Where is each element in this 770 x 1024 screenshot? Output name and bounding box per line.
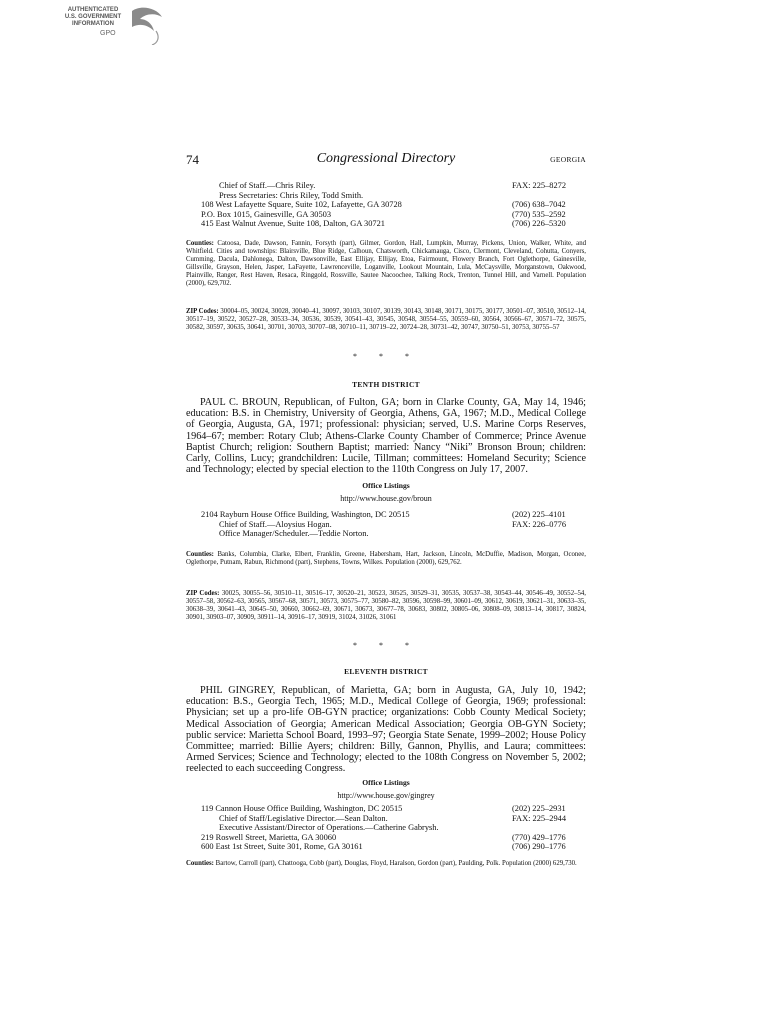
state-label: GEORGIA <box>550 155 586 164</box>
office-address: 415 East Walnut Avenue, Suite 108, Dalton, GA 30721 <box>201 219 385 229</box>
counties-text: Catoosa, Dade, Dawson, Fannin, Forsyth (part), Gilmer, Gordon, Hall, Lumpkin, Murray, Pickens, Union, Walker, White, and Whitfield. Cities and townships: Blairsville, Blue Ridge, Calhoun, Chatsworth, Chickamauga, Cisco, Clermont, Cleveland, Cohutta, Conyers, Cumming, Dacula, Dahlonega, Dalton, Dawsonville, East Ellijay, Ellijay, Etoa, Fairmount, Flowery Branch, Fort Oglethorpe, Gainesville, Gillsville, Grayson, Helen, Jasper, LaFayette, Lawrenceville, Loganville, Lookout Mountain, Lula, McCaysville, Morganstown, Oakwood, Plainville, Ranger, Rest Haven, Resaca, Ringgold, Rossville, Sautee Nacoochee, Talking Rock, Trenton, Tunnel Hill, and Varnell. Population (2000), 629,702. <box>186 240 586 288</box>
press-secretaries: Press Secretaries: Chris Riley, Todd Smith. <box>219 190 364 200</box>
eleventh-district-offices <box>186 804 586 852</box>
office-address: P.O. Box 1015, Gainesville, GA 30503 <box>201 209 332 219</box>
office-phone: (770) 429–1776 <box>512 832 566 842</box>
ninth-district-staff <box>186 181 586 229</box>
counties-text: Banks, Columbia, Clarke, Elbert, Franklin, Greene, Habersham, Hart, Jackson, Lincoln, McDuffie, Madison, Morgan, Oconee, Oglethorpe, Putnam, Rabun, Richmond (part), Stephens, Towns, Wilkes. Population (2000), 629,762. <box>186 551 586 567</box>
member-website-link[interactable]: http://www.house.gov/broun <box>340 494 432 503</box>
office-phone: (202) 225–2931 <box>512 804 566 813</box>
district-heading: ELEVENTH DISTRICT <box>344 667 428 676</box>
office-address: 2104 Rayburn House Office Building, Washington, DC 20515 <box>201 510 410 519</box>
chief-of-staff: Chief of Staff.—Aloysius Hogan. <box>219 519 332 529</box>
office-manager: Office Manager/Scheduler.—Teddie Norton. <box>219 529 369 539</box>
zip-label: ZIP Codes: <box>186 590 220 597</box>
counties-label: Counties: <box>186 551 214 558</box>
district-heading: TENTH DISTRICT <box>352 380 420 389</box>
executive-assistant: Executive Assistant/Director of Operations.—Catherine Gabrysh. <box>219 823 439 833</box>
ninth-counties <box>186 240 586 289</box>
office-phone: (706) 638–7042 <box>512 200 566 210</box>
member-website-link[interactable]: http://www.house.gov/gingrey <box>337 791 435 800</box>
office-phone: (202) 225–4101 <box>512 510 566 519</box>
eleventh-counties <box>186 860 586 868</box>
section-separator: * * * <box>353 352 419 361</box>
office-listings-heading: Office Listings <box>362 778 410 787</box>
office-address: 600 East 1st Street, Suite 301, Rome, GA 30161 <box>201 842 363 852</box>
tenth-district-offices <box>186 510 586 539</box>
office-phone: (706) 226–5320 <box>512 219 566 229</box>
chief-of-staff: Chief of Staff/Legislative Director.—Sean Dalton. <box>219 813 388 823</box>
section-separator: * * * <box>353 641 419 650</box>
fax: FAX: 225–8272 <box>512 181 567 190</box>
tenth-counties <box>186 551 586 567</box>
counties-label: Counties: <box>186 240 214 247</box>
counties-text: Bartow, Carroll (part), Chattooga, Cobb (part), Douglas, Floyd, Haralson, Gordon (part), Paulding, Polk. Population (2000) 629,730. <box>215 860 577 867</box>
seal-gpo-label: GPO <box>100 30 116 37</box>
zip-text: 30004–05, 30024, 30028, 30040–41, 30097, 30103, 30107, 30139, 30143, 30148, 30171, 30175, 30177, 30501–07, 30510, 30512–14, 30517–19, 30522, 30527–28, 30533–34, 30536, 30539, 30541–43, 30545, 30548, 30554–55, 30559–60, 30564, 30566–67, 30571–72, 30575, 30582, 30597, 30635, 30641, 30701, 30703, 30707–08, 30710–11, 30719–22, 30724–28, 30731–42, 30747, 30750–51, 30753, 30755–57 <box>186 308 586 332</box>
zip-label: ZIP Codes: <box>186 308 219 315</box>
page-title: Congressional Directory <box>316 151 456 166</box>
page-number: 74 <box>186 152 199 167</box>
fax: FAX: 225–2944 <box>512 813 567 823</box>
counties-label: Counties: <box>186 860 214 867</box>
office-address: 219 Roswell Street, Marietta, GA 30060 <box>201 832 337 842</box>
chief-of-staff: Chief of Staff.—Chris Riley. <box>219 181 316 190</box>
office-phone: (770) 535–2592 <box>512 209 566 219</box>
zip-text: 30025, 30055–56, 30510–11, 30516–17, 30520–21, 30523, 30525, 30529–31, 30535, 30537–38, 30543–44, 30546–49, 30552–54, 30557–58, 30562–63, 30565, 30567–68, 30571, 30573, 30575–77, 30580–82, 30596, 30598–99, 30601–09, 30612, 30619, 30621–31, 30633–35, 30638–39, 30641–43, 30645–50, 30660, 30662–69, 30671, 30673, 30677–78, 30683, 30802, 30805–06, 30808–09, 30813–14, 30817, 30824, 30901, 30903–07, 30909, 30911–14, 30916–17, 30919, 31024, 31026, 31061 <box>186 590 586 622</box>
office-phone: (706) 290–1776 <box>512 842 566 852</box>
office-listings-heading: Office Listings <box>362 481 410 490</box>
ninth-zip-codes <box>186 308 586 332</box>
tenth-zip-codes <box>186 590 586 622</box>
office-address: 108 West Lafayette Square, Suite 102, Lafayette, GA 30728 <box>201 200 402 210</box>
office-address: 119 Cannon House Office Building, Washington, DC 20515 <box>201 804 403 813</box>
seal-text: AUTHENTICATED U.S. GOVERNMENT INFORMATION <box>64 7 122 27</box>
member-bio: PHIL GINGREY, Republican, of Marietta, GA; born in Augusta, GA, July 10, 1942; education: B.S., Georgia Tech, 1965; M.D., Medical College of Georgia, 1969; professional: Physician; set up a pro-life OB-GYN practice; organizations: Cobb County Medical Society; Medical Association of Georgia; American Medical Association; Georgia OB-GYN Society; public service: Marietta School Board, 1993–97; Georgia State Senate, 1999–2002; House Policy Committee; married: Billie Ayers; children: Billy, Gannon, Phyllis, and Laura; committees: Armed Services; Science and Technology; elected to the 108th Congress on November 5, 2002; reelected to each succeeding Congress. <box>186 685 586 775</box>
running-header <box>186 152 586 170</box>
member-bio: PAUL C. BROUN, Republican, of Fulton, GA; born in Clarke County, GA, May 14, 1946; education: B.S. in Chemistry, University of Georgia, Athens, GA, 1967; M.D., Medical College of Georgia, Augusta, GA, 1971; professional: physician; served, U.S. Marine Corps Reserves, 1964–67; member: Rotary Club; Athens-Clarke County Chamber of Commerce; Prince Avenue Baptist Church; religion: Southern Baptist; married: Nancy “Niki” Bronson Broun; children: Carly, Collins, Lucy; grandchildren: Lucile, Tillman; committees: Homeland Security; Science and Technology; elected by special election to the 110th Congress on July 17, 2007. <box>186 397 586 476</box>
fax: FAX: 226–0776 <box>512 519 567 529</box>
